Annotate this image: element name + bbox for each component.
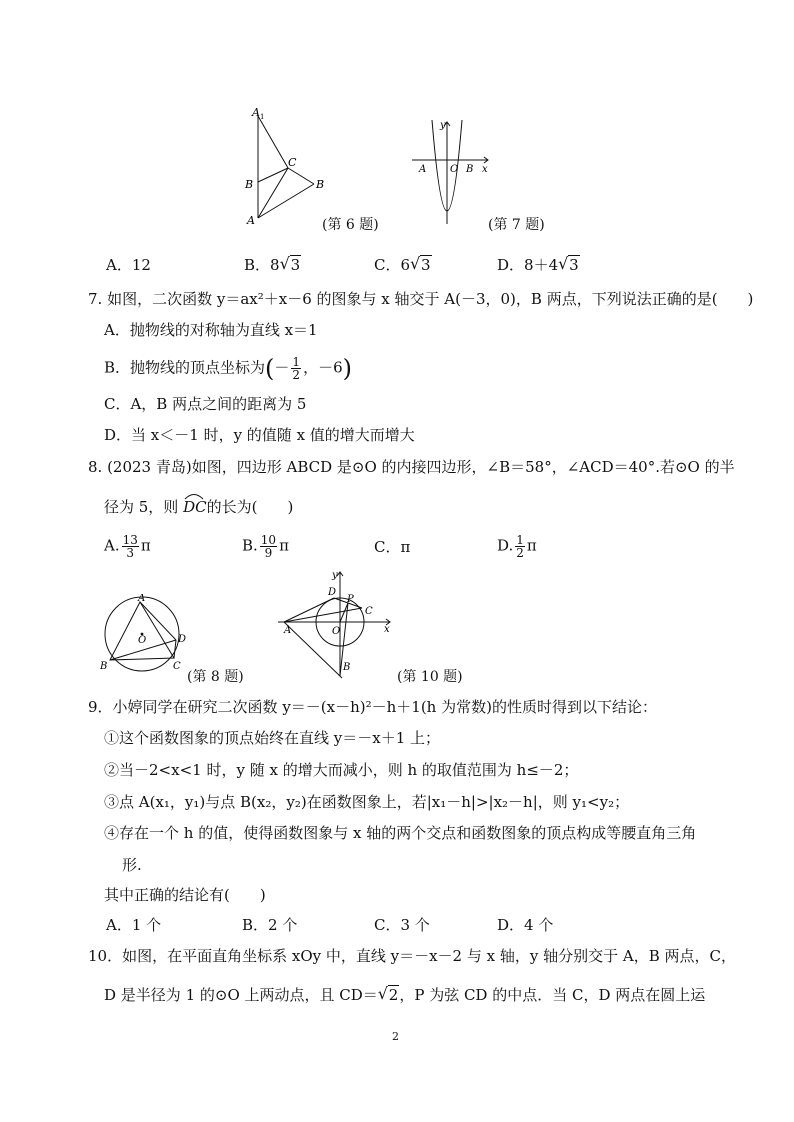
fig8-label-c: C: [173, 661, 181, 672]
q6-option-a: A．12: [106, 256, 151, 274]
q9-statement-4a: ④存在一个 h 的值，使得函数图象与 x 轴的两个交点和函数图象的顶点构成等腰直角三角: [104, 824, 697, 842]
q7-option-b: [104, 356, 352, 381]
fig6-label-a: A: [247, 214, 255, 224]
fig6-label-b: B: [316, 178, 325, 191]
figure-6: [236, 104, 336, 224]
fig7-label-y: y: [440, 120, 446, 131]
fig10-label-y: y: [332, 570, 338, 581]
fig8-label-a: A: [138, 594, 146, 604]
q8-stem-line2: [104, 497, 293, 517]
fig7-label-b: B: [466, 164, 474, 175]
q7-option-b-text: B．抛物线的顶点坐标为: [104, 358, 266, 377]
fig10-label-b: B: [343, 662, 351, 673]
q6-option-c-prefix: C．6: [374, 256, 411, 274]
q8-option-d-prefix: D.: [497, 536, 514, 555]
q10-line-2-radicand: 2: [388, 986, 399, 1004]
q8-option-b-prefix: B.: [242, 536, 258, 555]
q9-statement-1: ①这个函数图象的顶点始终在直线 y＝－x＋1 上；: [104, 729, 441, 747]
fig6-label-b1: B: [245, 178, 254, 191]
fig8-label-d: D: [178, 634, 187, 645]
q7-option-d: D．当 x＜－1 时，y 的值随 x 值的增大而增大: [104, 426, 415, 444]
q6-option-c-radicand: 3: [421, 256, 431, 274]
q8-option-b: [242, 534, 289, 559]
q6-option-d-prefix: D．8＋4: [497, 256, 559, 274]
q10-line-1: 10．如图，在平面直角坐标系 xOy 中，直线 y＝－x－2 与 x 轴，y 轴分别交于 A，B 两点，C，: [88, 947, 736, 965]
q8-option-a-fraction: [122, 534, 139, 559]
q8-option-a: [104, 534, 151, 559]
q8-option-d-pi: π: [526, 536, 537, 555]
q7-option-b-tail: ，－6: [303, 358, 343, 377]
fig10-caption: (第 10 题): [397, 669, 463, 685]
q10-line-2: [104, 985, 705, 1005]
q9-option-d: D．4 个: [497, 916, 554, 934]
q9-statement-2: ②当－2<x<1 时，y 随 x 的增大而减小，则 h 的取值范围为 h≤－2；: [104, 761, 579, 779]
fig8-label-o: O: [138, 635, 147, 646]
q9-option-c: C．3 个: [374, 916, 430, 934]
page-number: 2: [392, 1030, 399, 1043]
fig7-label-o: O: [450, 164, 459, 175]
figure-7: [410, 116, 495, 228]
q8-stem-line2-post: 的长为( ): [206, 498, 294, 516]
q8-option-c: C．π: [374, 538, 411, 556]
q7-option-b-num: 1: [292, 355, 301, 369]
q6-option-b-prefix: B．8: [244, 256, 280, 274]
fig10-label-o: O: [332, 626, 341, 637]
fig6-label-a1: A: [252, 106, 260, 119]
q8-stem-line1: 8. (2023 青岛)如图，四边形 ABCD 是⊙O 的内接四边形，∠B＝58°，∠ACD＝40°.若⊙O 的半: [88, 458, 735, 476]
fig10-label-x: x: [384, 624, 390, 635]
q8-option-a-den: 3: [126, 546, 135, 560]
fig6-label-c: C: [288, 156, 297, 169]
q6-option-b-radicand: 3: [290, 256, 301, 274]
fig10-label-c: C: [365, 606, 373, 617]
q10-line-2-post: ，P 为弦 CD 的中点．当 C，D 两点在圆上运: [399, 986, 706, 1004]
fig10-label-a: A: [284, 625, 292, 636]
q8-option-a-pi: π: [140, 536, 151, 555]
q9-statement-3: ③点 A(x₁，y₁)与点 B(x₂，y₂)在函数图象上，若|x₁－h|>|x₂－h|，则 y₁<y₂；: [104, 793, 630, 811]
q7-option-b-lparen: (: [265, 354, 275, 383]
q7-option-b-den: 2: [292, 368, 301, 382]
q9-statement-4b: 形.: [122, 856, 142, 874]
q7-option-b-minus: －: [274, 358, 290, 377]
arc-symbol: [183, 492, 205, 500]
fig10-label-p: P: [347, 594, 354, 605]
q9-question: 其中正确的结论有( ): [104, 886, 266, 904]
q7-option-c: C．A，B 两点之间的距离为 5: [104, 395, 307, 413]
q8-option-d-fraction: [515, 534, 525, 559]
q8-option-d-den: 2: [516, 546, 524, 560]
fig8-label-b: B: [100, 661, 108, 672]
q7-option-b-rparen: ): [342, 354, 352, 383]
fig6-label-a1-sub: 1: [260, 113, 265, 121]
q8-option-a-prefix: A.: [104, 536, 120, 555]
q9-option-b: B．2 个: [242, 916, 298, 934]
q8-stem-line2-pre: 径为 5，则: [104, 498, 184, 516]
fig7-label-a: A: [419, 164, 427, 175]
q8-option-a-num: 13: [122, 533, 138, 547]
q8-option-b-fraction: [260, 534, 277, 559]
q8-arc-dc: DC: [183, 498, 207, 516]
q9-option-a: A．1 个: [106, 916, 162, 934]
q8-option-d: [497, 534, 537, 559]
q7-option-b-fraction: [291, 356, 301, 381]
fig6-caption: (第 6 题): [322, 217, 379, 233]
q8-option-d-num: 1: [516, 533, 524, 547]
q8-option-b-num: 10: [260, 533, 277, 547]
fig7-label-x: x: [482, 164, 488, 175]
q6-option-b: [244, 255, 301, 275]
q7-stem: 7. 如图，二次函数 y＝ax²＋x－6 的图象与 x 轴交于 A(－3，0)，B 两点，下列说法正确的是( ): [88, 290, 754, 308]
q8-option-b-pi: π: [279, 536, 289, 555]
q10-line-2-pre: D 是半径为 1 的⊙O 上两动点，且 CD＝: [104, 986, 378, 1004]
figure-8: [96, 594, 192, 674]
q9-stem: 9．小婷同学在研究二次函数 y＝－(x－h)²－h＋1(h 为常数)的性质时得到以下结论：: [88, 698, 657, 716]
fig7-caption: (第 7 题): [488, 217, 545, 233]
q7-option-a: A．抛物线的对称轴为直线 x＝1: [104, 321, 318, 339]
figure-10: [276, 568, 396, 680]
fig8-caption: (第 8 题): [187, 669, 244, 685]
q6-option-d: [497, 255, 580, 275]
q6-option-d-radicand: 3: [569, 256, 579, 274]
fig10-label-d: D: [328, 587, 337, 598]
q6-option-c: [374, 255, 432, 275]
q8-option-b-den: 9: [264, 546, 273, 560]
